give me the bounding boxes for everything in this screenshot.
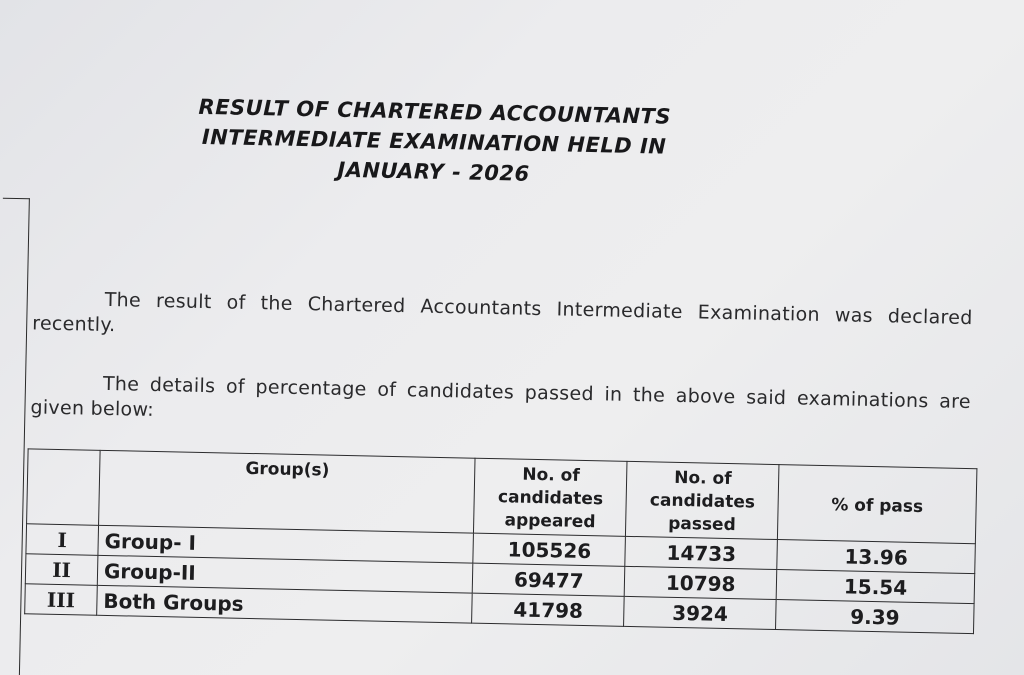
row-pass-percentage: 13.96 (777, 540, 975, 574)
paragraph-1-text: The result of the Chartered Accountants Intermediate Examination was declared recently. (32, 288, 973, 337)
paragraph-2-text: The details of percentage of candidates passed in the above said examinations are given below: (30, 372, 972, 421)
title-line-1: RESULT OF CHARTERED ACCOUNTANTS (198, 94, 672, 129)
header-appeared-line-1: No. of (522, 464, 580, 486)
row-passed: 10798 (624, 566, 777, 599)
row-appeared: 41798 (472, 593, 625, 626)
title-line-3: JANUARY - 2026 (337, 157, 530, 186)
row-passed: 14733 (625, 536, 778, 569)
paragraph-details (30, 370, 971, 440)
results-table (24, 448, 977, 634)
header-appeared (474, 458, 627, 536)
title-line-2: INTERMEDIATE EXAMINATION HELD IN (201, 124, 667, 159)
header-passed-line-2: candidates (649, 490, 756, 513)
paragraph-result-declared (32, 286, 973, 356)
header-group: Group(s) (98, 450, 475, 533)
row-number: II (25, 554, 98, 585)
row-passed: 3924 (624, 596, 777, 629)
header-passed-line-1: No. of (674, 467, 732, 490)
header-passed (626, 461, 779, 539)
document-title (123, 90, 745, 193)
row-pass-percentage: 15.54 (776, 570, 974, 604)
header-appeared-line-2: candidates (497, 487, 604, 510)
row-number: III (25, 584, 98, 615)
row-pass-percentage: 9.39 (776, 600, 974, 634)
row-group-name: Group-II (97, 555, 473, 593)
row-group-name: Both Groups (97, 585, 473, 623)
header-serial-cell (27, 449, 100, 525)
header-passed-line-3: passed (667, 513, 736, 536)
header-pass-percentage: % of pass (778, 465, 977, 544)
header-appeared-line-3: appeared (504, 510, 596, 533)
row-appeared: 105526 (473, 533, 626, 566)
row-number: I (26, 524, 99, 556)
row-group-name: Group- I (98, 525, 474, 563)
row-appeared: 69477 (473, 563, 626, 596)
